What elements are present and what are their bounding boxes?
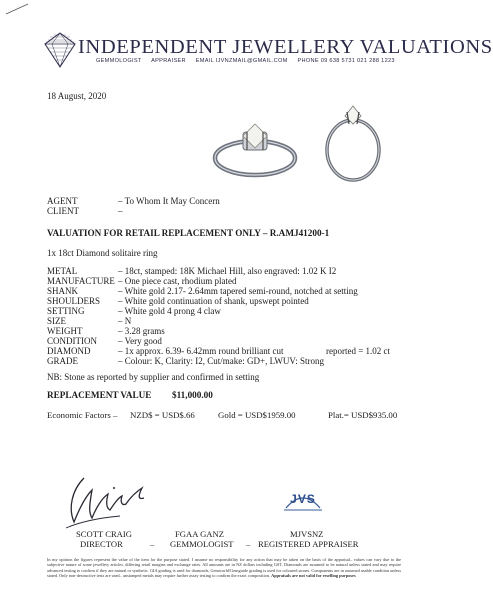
disclaimer-bold: Appraisals are not valid for reselling purposes [271, 573, 356, 579]
stone-note: NB: Stone as reported by supplier and confirmed in setting [47, 372, 260, 382]
dash-right: – [246, 539, 251, 549]
diamond-logo-icon [40, 30, 80, 70]
spec-metal-label: METAL [47, 266, 78, 276]
director-name: SCOTT CRAIG [76, 529, 132, 539]
spec-condition-value: – Very good [118, 336, 162, 346]
contact-email: EMAIL IJVNZMAIL@GMAIL.COM [195, 58, 288, 64]
spec-shank-label: SHANK [47, 286, 79, 296]
spec-shank-value: – White gold 2.17- 2.64mm tapered semi-round, notched at setting [118, 286, 358, 296]
director-title: DIRECTOR [80, 539, 123, 549]
spec-weight-label: WEIGHT [47, 326, 83, 336]
economic-plat: Plat.= USD$935.00 [328, 410, 398, 420]
economic-factors-label: Economic Factors – [47, 410, 118, 420]
contact-appraiser: APPRAISER [151, 58, 186, 64]
contact-phone: PHONE 09 638 5731 021 288 1223 [297, 58, 395, 64]
client-label: CLIENT [47, 206, 79, 216]
spec-setting-label: SETTING [47, 306, 85, 316]
agent-label: AGENT [47, 196, 78, 206]
client-value: – [118, 206, 123, 216]
cred1-title: GEMMOLOGIST [170, 539, 234, 549]
spec-diamond-label: DIAMOND [47, 346, 91, 356]
spec-condition-label: CONDITION [47, 336, 97, 346]
spec-diamond-value: – 1x approx. 6.39- 6.42mm round brilliant cut [118, 346, 284, 356]
cred2-name: MJVSNZ [290, 529, 324, 539]
brand-name: INDEPENDENT JEWELLERY VALUATIONS [78, 36, 493, 58]
replacement-value-label: REPLACEMENT VALUE [47, 390, 152, 400]
spec-setting-value: – White gold 4 prong 4 claw [118, 306, 221, 316]
spec-manufacture-label: MANUFACTURE [47, 276, 115, 286]
contact-line [96, 58, 403, 64]
economic-gold: Gold = USD$1959.00 [218, 410, 296, 420]
spec-weight-value: – 3.28 grams [118, 326, 165, 336]
spec-manufacture-value: – One piece cast, rhodium plated [118, 276, 237, 286]
diamond-reported: reported = 1.02 ct [326, 346, 391, 356]
spec-grade-value: – Colour: K, Clarity: I2, Cut/make: GD+, LWUV: Strong [118, 356, 324, 366]
handwritten-signature [62, 468, 152, 530]
dash-left: – [150, 539, 155, 549]
spec-size-label: SIZE [47, 316, 66, 326]
contact-gemmologist: GEMMOLOGIST [96, 58, 142, 64]
spec-size-value: – N [118, 316, 132, 326]
economic-nzd: NZD$ = USD$.66 [130, 410, 195, 420]
valuation-title: VALUATION FOR RETAIL REPLACEMENT ONLY – R.AMJ41200-1 [47, 228, 330, 238]
spec-grade-label: GRADE [47, 356, 78, 366]
jvs-logo-text: JVS [290, 492, 316, 506]
cred1-name: FGAA GANZ [175, 529, 224, 539]
spec-metal-value: – 18ct, stamped: 18K Michael Hill, also engraved: 1.02 K I2 [118, 266, 337, 276]
pen-mark [4, 2, 30, 16]
document-date: 18 August, 2020 [47, 91, 107, 101]
agent-value: – To Whom It May Concern [118, 196, 220, 206]
spec-shoulders-value: – White gold continuation of shank, upswept pointed [118, 296, 309, 306]
disclaimer [47, 557, 401, 579]
jvs-logo [282, 486, 324, 512]
disclaimer-text: In my opinion the figures represent the value of the item for the purpose stated. I assume no responsibility for any action that may be taken on the basis of the appraisal– values can vary due to the subjective nature of some jewellery articles, differing retail margins and exchange rates. All amounts are in NZ dollars including GST. Diamonds are assumed to be natural unless stated and may require advanced testing to confirm if they are natural or synthetic. GIA grading is used for diamonds, Gemworld/Gemguide grading is used for coloured stones. Components are in assumed usable condition unless stated. Only non-destructive tests are used– unstamped metals may require further assay testing to confirm the exact composition. [47, 557, 401, 579]
replacement-value-amount: $11,000.00 [172, 390, 213, 400]
cred2-title: REGISTERED APPRAISER [258, 539, 359, 549]
ring-photo [203, 102, 403, 182]
item-description: 1x 18ct Diamond solitaire ring [47, 248, 158, 258]
spec-shoulders-label: SHOULDERS [47, 296, 101, 306]
